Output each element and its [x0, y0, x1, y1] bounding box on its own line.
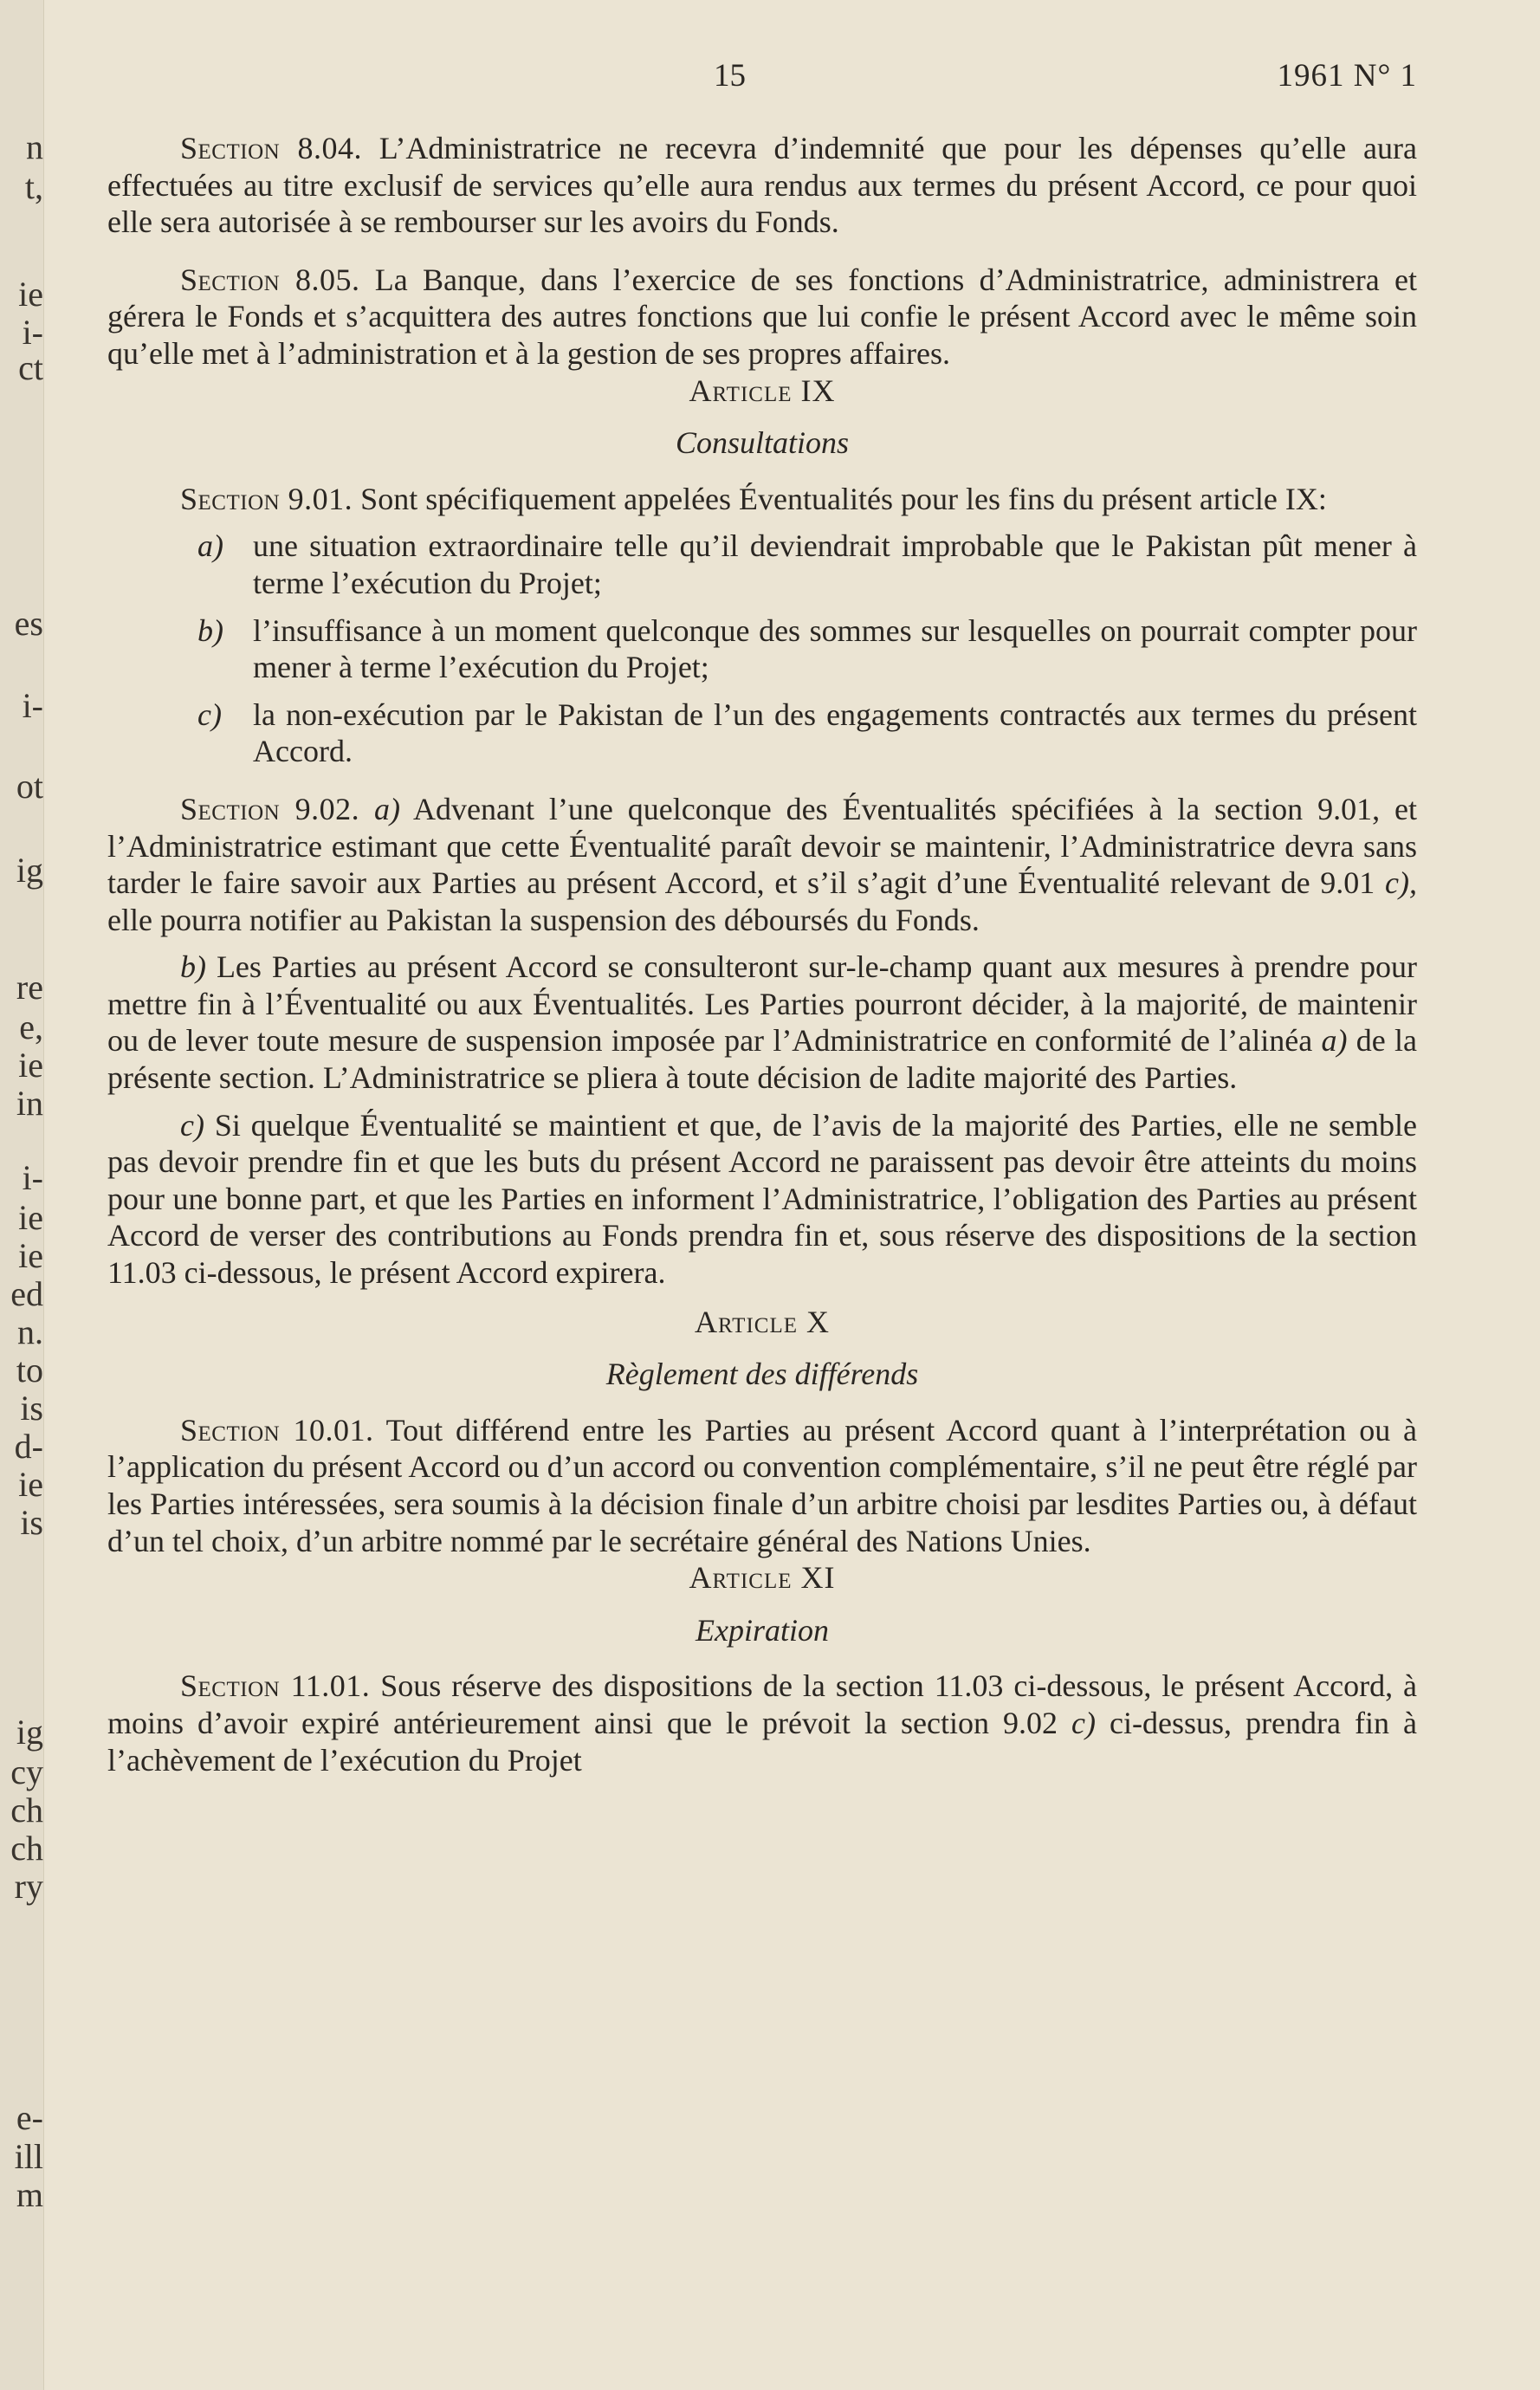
- section-label: Section 8.04.: [180, 131, 362, 165]
- bleed-fragment: ot: [16, 767, 43, 806]
- bleed-fragment: in: [16, 1084, 43, 1123]
- article-heading-x: Article X: [695, 1304, 830, 1339]
- bleed-fragment: re: [16, 968, 43, 1007]
- bleed-fragment: ig: [16, 1713, 43, 1752]
- bleed-fragment: ie: [18, 1046, 43, 1085]
- section-10-01: [107, 1412, 1417, 1559]
- bleed-fragment: ie: [18, 1236, 43, 1275]
- section-text: Advenant l’une quelconque des Éventualités spécifiées à la section 9.01, et l’Administratrice estimant que cette Éventualité paraît devoir se maintenir, l’Administratrice devra sans tarder le faire savoir aux Parties au présent Accord, et s’il s’agit d’une Éventualité relevant de 9.01: [107, 791, 1417, 901]
- document-body: [107, 130, 1417, 1778]
- bleed-fragment: i-: [22, 1158, 43, 1197]
- bleed-fragment: ill: [14, 2137, 43, 2176]
- section-text: Tout différend entre les Parties au présent Accord quant à l’interprétation ou à l’application du présent Accord ou d’un accord ou convention complémentaire, s’il ne peut être réglé par les Parties intéressées, sera soumis à la décision finale d’un arbitre choisi par lesdites Parties ou, à défaut d’un tel choix, d’un arbitre nommé par le secrétaire général des Nations Unies.: [107, 1412, 1417, 1558]
- bleed-fragment: to: [16, 1350, 43, 1389]
- article-title-expiration: Expiration: [696, 1612, 829, 1648]
- bleed-fragment: ig: [16, 851, 43, 890]
- page-number: 15: [714, 58, 746, 94]
- paragraph-label: a): [374, 791, 401, 826]
- bleed-fragment: n: [26, 127, 43, 166]
- section-text: La Banque, dans l’exercice de ses fonctions d’Administratrice, administrera et gérera le Fonds et s’acquittera des autres fonctions que lui confie le présent Accord avec le même soin qu’elle met à l’administration et à la gestion de ses propres affaires.: [107, 262, 1417, 371]
- item-label: b): [197, 612, 223, 648]
- list-item: [107, 528, 1417, 601]
- item-label: a): [197, 528, 223, 564]
- cross-reference: a): [1321, 1023, 1348, 1059]
- article-heading-xi: Article XI: [689, 1560, 836, 1596]
- item-label: c): [197, 696, 222, 732]
- section-text: Sont spécifiquement appelées Éventualités pour les fins du présent article IX:: [353, 481, 1327, 516]
- bleed-fragment: ed: [10, 1274, 43, 1313]
- cross-reference: c),: [1385, 865, 1417, 901]
- cross-reference: c): [1071, 1705, 1096, 1740]
- section-text: L’Administratrice ne recevra d’indemnité que pour les dépenses qu’elle aura effectuées au titre exclusif de services qu’elle aura rendus aux termes du présent Accord, ce pour quoi elle sera autorisée à se rembourser sur les avoirs du Fonds.: [107, 131, 1417, 240]
- bleed-fragment: ct: [18, 348, 43, 387]
- article-heading-ix: Article IX: [689, 372, 836, 408]
- list-item: [107, 696, 1417, 770]
- bleed-fragment: n.: [17, 1312, 43, 1351]
- section-text: Les Parties au présent Accord se consulteront sur-le-champ quant aux mesures à prendre pour mettre fin à l’Éventualité ou aux Éventualités. Les Parties pourront décider, à la majorité, de maintenir ou de lever toute mesure de suspension imposée par l’Administratrice en conformité de l’alinéa: [107, 949, 1417, 1059]
- bleed-fragment: ch: [10, 1791, 43, 1830]
- bleed-fragment: ch: [10, 1829, 43, 1868]
- bleed-fragment: ie: [18, 275, 43, 314]
- section-label: Section 9.01.: [180, 481, 353, 516]
- section-8-04: [107, 130, 1417, 241]
- section-label: Section 8.05.: [180, 262, 360, 297]
- bleed-fragment: is: [20, 1503, 43, 1542]
- section-text: elle pourra notifier au Pakistan la suspension des déboursés du Fonds.: [107, 902, 980, 937]
- bleed-fragment: cy: [10, 1752, 43, 1791]
- paragraph-label: c): [180, 1107, 204, 1143]
- section-text: Sous réserve des dispositions de la section 11.03 ci-dessous, le présent Accord, à moins d’avoir expiré antérieurement ainsi que le prévoit la section 9.02: [107, 1668, 1417, 1740]
- bleed-fragment: ie: [18, 1465, 43, 1504]
- bleed-fragment: m: [16, 2175, 43, 2214]
- bleed-fragment: i-: [22, 313, 43, 352]
- bleed-fragment: i-: [22, 686, 43, 725]
- item-text: une situation extraordinaire telle qu’il deviendrait improbable que le Pakistan pût mener à terme l’exécution du Projet;: [253, 528, 1417, 600]
- bleed-fragment: is: [20, 1389, 43, 1428]
- section-11-01: [107, 1668, 1417, 1778]
- section-label: Section 9.02.: [180, 791, 360, 826]
- bleed-fragment: e,: [19, 1007, 43, 1046]
- bleed-fragment: es: [14, 604, 43, 643]
- bleed-fragment: e-: [16, 2098, 43, 2137]
- item-text: l’insuffisance à un moment quelconque des sommes sur lesquelles on pourrait compter pour mener à terme l’exécution du Projet;: [253, 612, 1417, 685]
- bleed-fragment: ie: [18, 1198, 43, 1237]
- bleed-fragment: t,: [24, 167, 43, 206]
- section-9-02-a: [107, 791, 1417, 938]
- article-title-reglement: Règlement des différends: [605, 1357, 919, 1392]
- section-label: Section 11.01.: [180, 1668, 371, 1704]
- section-9-02-b: [107, 949, 1417, 1096]
- list-item: [107, 612, 1417, 686]
- paragraph-label: b): [180, 949, 206, 985]
- article-title-consultations: Consultations: [675, 425, 850, 461]
- section-label: Section 10.01.: [180, 1412, 374, 1448]
- item-text: la non-exécution par le Pakistan de l’un des engagements contractés aux termes du présent Accord.: [253, 696, 1417, 769]
- section-text: Si quelque Éventualité se maintient et que, de l’avis de la majorité des Parties, elle ne semble pas devoir prendre fin et que les buts du présent Accord ne paraissent pas devoir être atteints du moins pour une bonne part, et que les Parties en informent l’Administratrice, l’obligation des Parties au présent Accord de verser des contributions au Fonds prendra fin et, sous réserve des dispositions de la section 11.03 ci-dessous, le présent Accord expirera.: [107, 1107, 1417, 1291]
- section-8-05: [107, 262, 1417, 372]
- section-text: ci-dessus, prendra fin à l’achèvement de l’exécution du Projet: [107, 1705, 1417, 1778]
- adjacent-page-bleed: [0, 0, 44, 2390]
- bleed-fragment: ry: [14, 1867, 43, 1906]
- section-text: de la présente section. L’Administratrice se pliera à toute décision de ladite majorité des Parties.: [107, 1023, 1417, 1096]
- section-9-02-c: [107, 1107, 1417, 1292]
- bleed-fragment: d-: [14, 1427, 43, 1466]
- section-9-01: [107, 481, 1417, 518]
- running-header: [107, 57, 1417, 95]
- document-reference: 1961 N° 1: [1277, 58, 1417, 94]
